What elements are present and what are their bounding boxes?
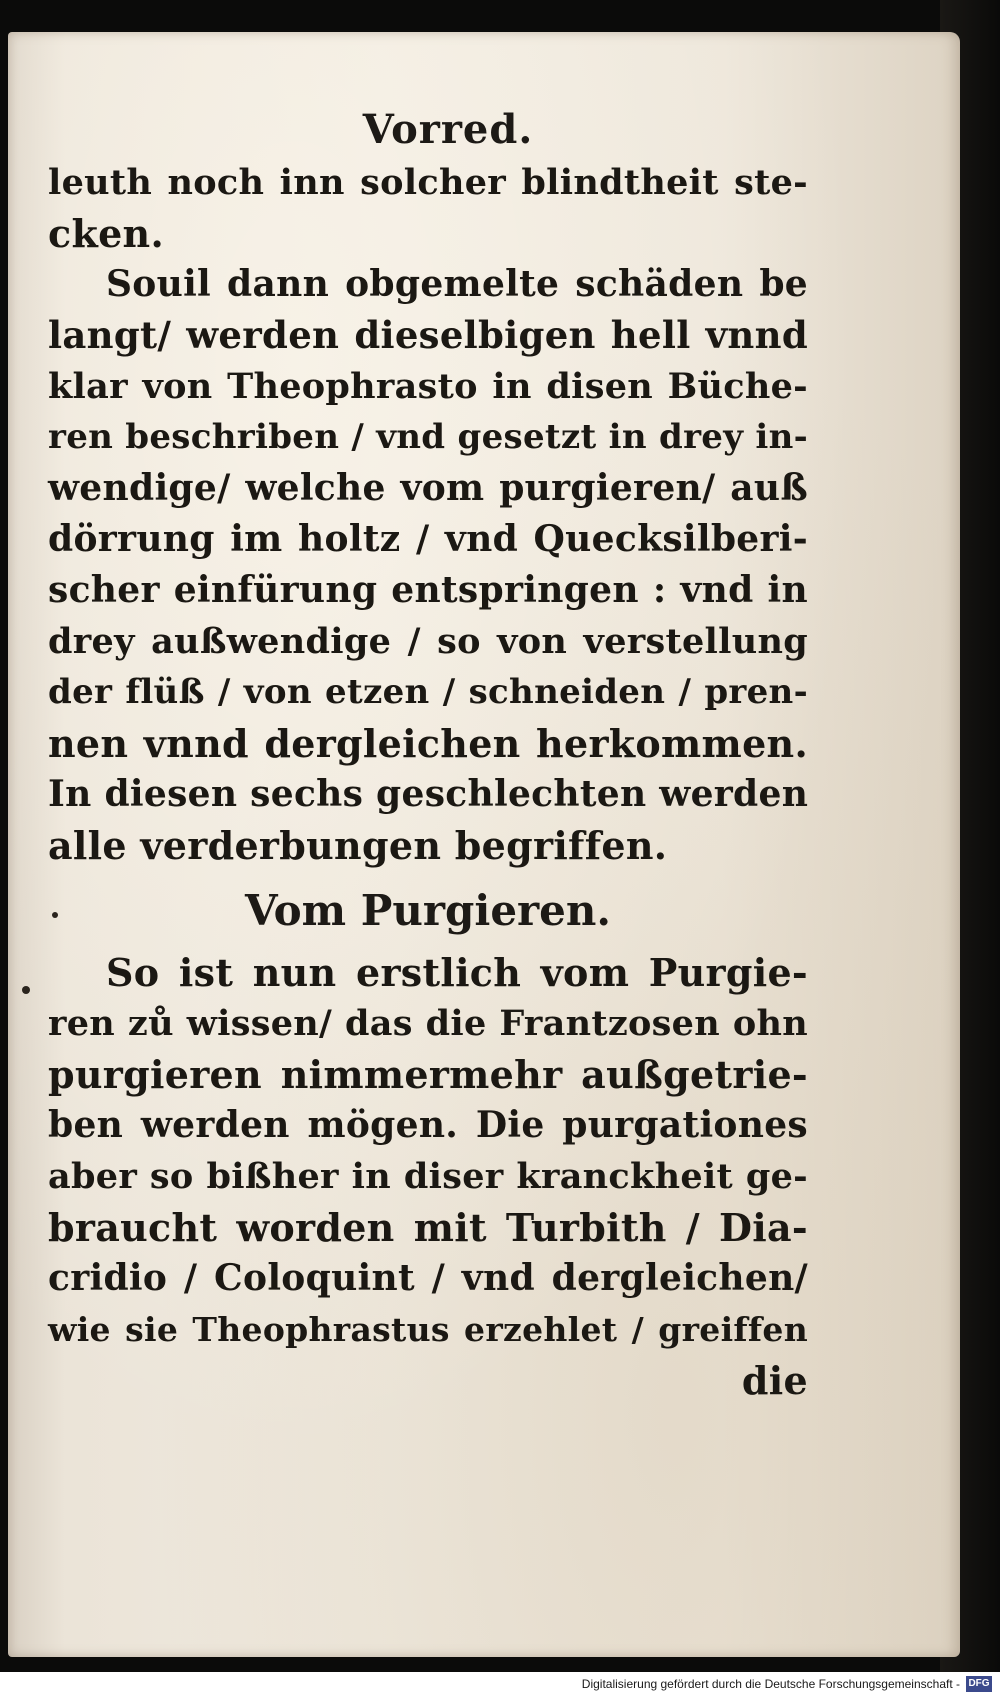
page-text-block (48, 106, 808, 1406)
paragraph-1 (48, 157, 808, 259)
text-line: nen vnnd dergleichen herkommen. (48, 721, 808, 766)
text-line: cken. (48, 211, 165, 256)
paragraph-3 (48, 947, 808, 1355)
text-line: Souil dann obgemelte schäden be (106, 263, 808, 305)
text-line: dörrung im holtz / vnd Quecksilberi- (48, 518, 808, 560)
text-line: braucht worden mit Turbith / Dia- (48, 1205, 808, 1250)
text-line: aber so bißher in diser kranckheit ge- (48, 1156, 808, 1197)
text-line: So ist nun erstlich vom Purgie- (106, 950, 808, 995)
text-line: ben werden mögen. Die purgationes (48, 1104, 808, 1146)
section-heading: Vom Purgieren. (244, 886, 612, 935)
text-line: leuth noch inn solcher blindtheit ste- (48, 162, 808, 203)
text-line: scher einfürung entspringen : vnd in (48, 569, 808, 611)
text-line: purgieren nimmermehr außgetrie- (48, 1052, 808, 1097)
text-line: der flüß / von etzen / schneiden / pren- (48, 672, 808, 712)
text-line: wie sie Theophrastus erzehlet / greiffen (48, 1310, 808, 1349)
text-line: klar von Theophrasto in disen Büche- (48, 366, 808, 407)
book-page (8, 32, 960, 1657)
footer-credit: Digitalisierung gefördert durch die Deutsche Forschungsgemeinschaft - (581, 1677, 960, 1691)
paragraph-2 (48, 259, 808, 871)
running-head: Vorred. (362, 106, 534, 153)
text-line: alle verderbungen begriffen. (48, 823, 668, 868)
text-line: langt/ werden dieselbigen hell vnnd (48, 313, 808, 357)
ink-speck (22, 986, 30, 994)
dfg-logo-icon: DFG (966, 1676, 992, 1692)
text-line: drey außwendige / so von verstellung (48, 621, 808, 662)
text-line: ren beschriben / vnd gesetzt in drey in- (48, 417, 809, 457)
catchword: die (741, 1358, 808, 1403)
digitization-footer (0, 1672, 1000, 1697)
text-line: In diesen sechs geschlechten werden (48, 773, 809, 815)
text-line: wendige/ welche vom purgieren/ auß (48, 467, 808, 509)
text-line: cridio / Coloquint / vnd dergleichen/ (48, 1257, 808, 1299)
text-line: ren zů wissen/ das die Frantzosen ohn (48, 1003, 808, 1044)
